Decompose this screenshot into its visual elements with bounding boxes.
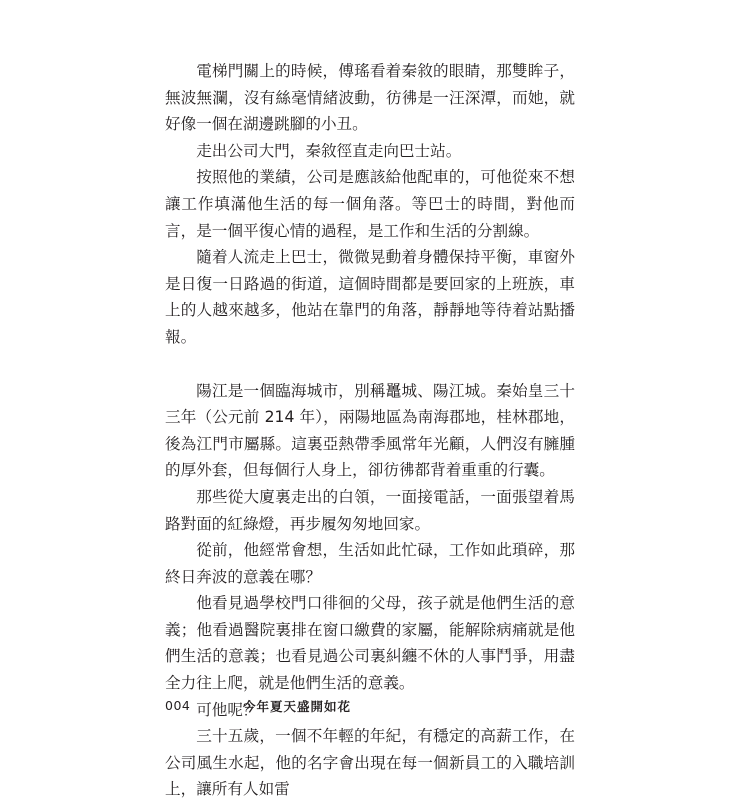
- paragraph-on-bus: 隨着人流走上巴士，微微晃動着身體保持平衡，車窗外是日復一日路過的街道，這個時間都是要回家的上班族，車上的人越來越多，他站在靠門的角落，靜靜地等待着站點播報。: [165, 248, 575, 346]
- paragraph-yangjiang: 陽江是一個臨海城市，別稱鼉城、陽江城。秦始皇三十三年（公元前 214 年），兩陽地區為南海郡地，桂林郡地，後為江門市屬縣。這裏亞熱帶季風常年光顧，人們沒有臃腫的厚外套，但每個行人身上，卻彷彿都背着重重的行囊。: [165, 381, 575, 480]
- paragraph-what-about-him: 可他呢？: [196, 700, 259, 719]
- paragraph-others-meaning: 他看見過學校門口徘徊的父母，孩子就是他們生活的意義；他看過醫院裏排在窗口繳費的家屬，能解除病痛就是他們生活的意義；也看見過公司裏糾纏不休的人事鬥爭，用盡全力往上爬，就是他們生活的意義。: [165, 594, 575, 693]
- paragraph-company-car: 按照他的業績，公司是應該給他配車的，可他從來不想讓工作填滿他生活的每一個角落。等巴士的時間，對他而言，是一個平復心情的過程，是工作和生活的分割線。: [165, 168, 575, 240]
- page-number: 004: [165, 698, 191, 713]
- paragraph-bus-stop: 走出公司大門，秦敘徑直走向巴士站。: [196, 141, 462, 160]
- section-break: [165, 351, 575, 378]
- body-text: [165, 58, 575, 803]
- paragraph-elevator: 電梯門關上的時候，傅瑤看着秦敘的眼睛，那雙眸子，無波無瀾，沒有絲毫情緒波動，彷彿是一汪深潭，而她，就好像一個在湖邊跳腳的小丑。: [165, 62, 575, 134]
- paragraph-white-collars: 那些從大廈裏走出的白領，一面接電話，一面張望着馬路對面的紅綠燈，再步履匆匆地回家。: [165, 487, 575, 533]
- running-title: 今年夏天盛開如花: [243, 699, 352, 714]
- paragraph-meaning-question: 從前，他經常會想，生活如此忙碌，工作如此瑣碎，那終日奔波的意義在哪？: [165, 541, 575, 586]
- paragraph-thirty-five: 三十五歲，一個不年輕的年紀，有穩定的高薪工作，在公司風生水起，他的名字會出現在每一個新員工的入職培訓上，讓所有人如雷: [165, 727, 575, 799]
